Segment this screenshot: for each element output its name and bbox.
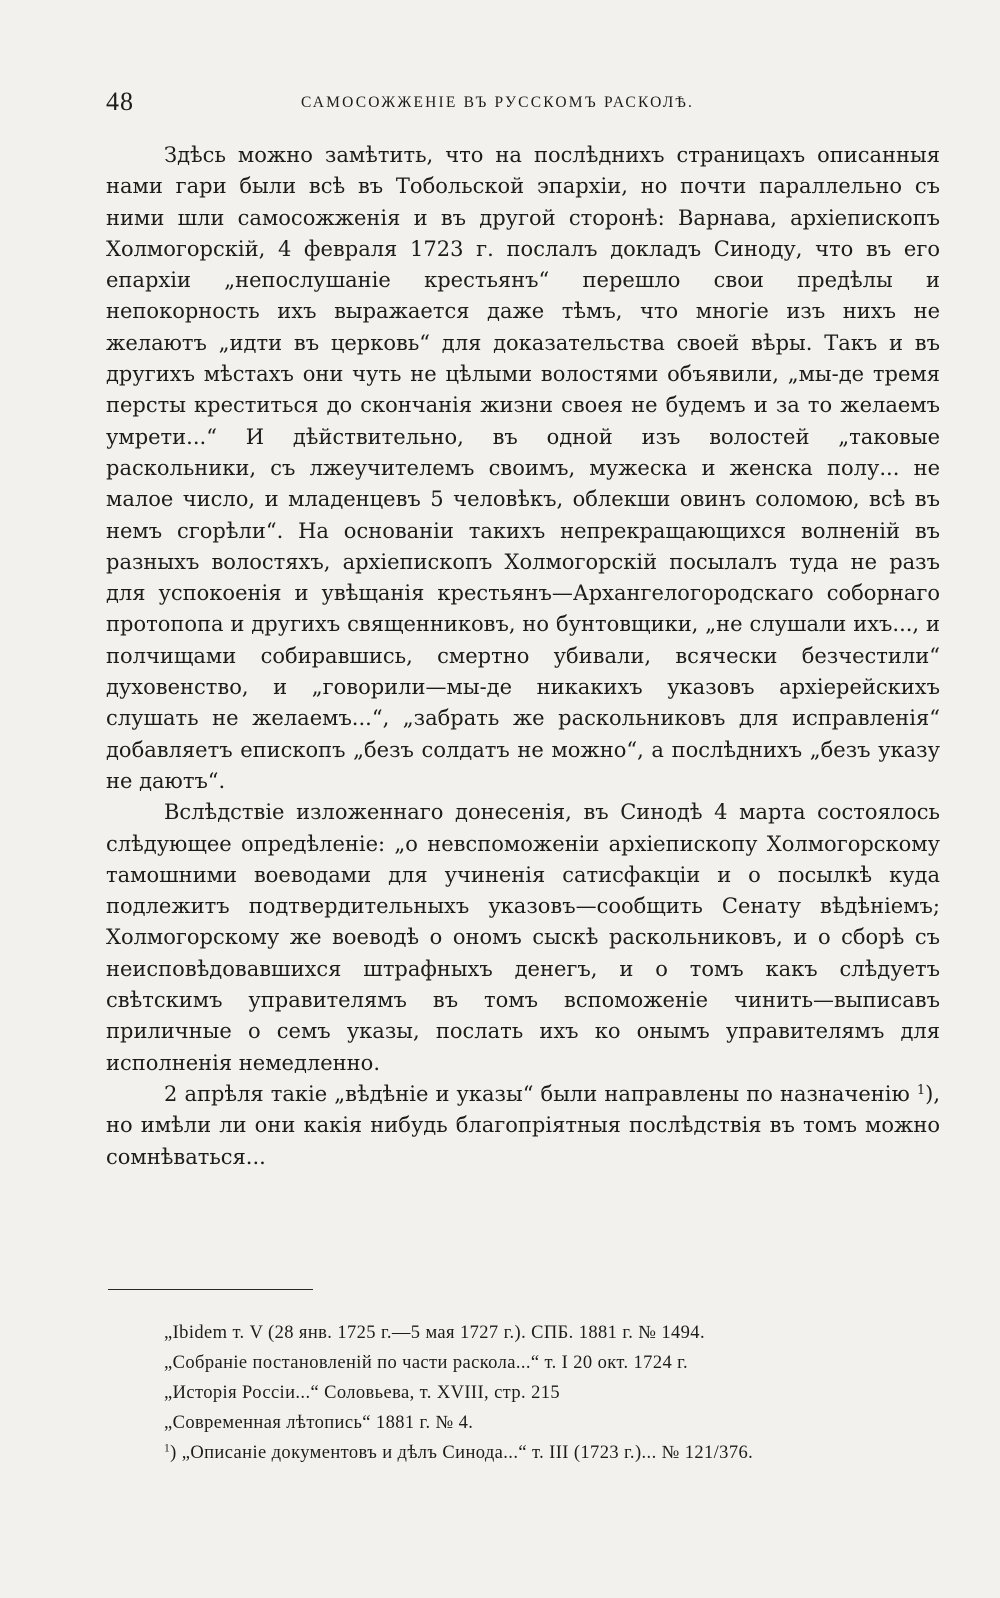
- main-text: [106, 140, 940, 1173]
- page-number: 48: [106, 87, 134, 116]
- paragraph-3-start: 2 апрѣля такіе „вѣдѣніе и указы“ были направлены по назначенію: [164, 1081, 917, 1106]
- paragraph-3: [106, 1079, 940, 1173]
- footnote-item: „Ibidem т. V (28 янв. 1725 г.—5 мая 1727 г.). СПБ. 1881 г. № 1494.: [164, 1323, 705, 1343]
- footnotes: [106, 1318, 940, 1468]
- paragraph-3-end: ), но имѣли ли они какія нибудь благопріятныя послѣдствія въ томъ можно сомнѣваться...: [106, 1081, 940, 1169]
- footnote-numbered: [106, 1438, 940, 1468]
- paragraph-1: Здѣсь можно замѣтить, что на послѣднихъ страницахъ описанныя нами гари были всѣ въ Тобольской эпархіи, но почти параллельно съ ними шли самосожженія и въ другой сторонѣ: Варнава, архіепископъ Холмогорскій, 4 февраля 1723 г. послалъ докладъ Синоду, что въ его епархіи „непослушаніе крестьянъ“ перешло свои предѣлы и непокорность ихъ выражается даже тѣмъ, что многіе изъ нихъ не желаютъ „идти въ церковь“ для доказательства своей вѣры. Такъ и въ другихъ мѣстахъ они чуть не цѣлыми волостями объявили, „мы-де тремя персты креститься до скончанія жизни своея не будемъ и за то желаемъ умрети...“ И дѣйствительно, въ одной изъ волостей „таковые раскольники, съ лжеучителемъ своимъ, мужеска и женска полу... не малое число, и младенцевъ 5 человѣкъ, облекши овинъ соломою, всѣ въ немъ сгорѣли“. На основаніи такихъ непрекращающихся волненій въ разныхъ волостяхъ, архіепископъ Холмогорскій посылалъ туда не разъ для успокоенія и увѣщанія крестьянъ—Архангелогородскаго соборнаго протопопа и другихъ священниковъ, но бунтовщики, „не слушали ихъ..., и полчищами собиравшись, смертно убивали, всячески безчестили“ духовенство, и „говорили—мы-де никакихъ указовъ архіерейскихъ слушать не желаемъ...“, „забрать же раскольниковъ для исправленія“ добавляетъ епископъ „безъ солдатъ не можно“, а послѣднихъ „безъ указу не даютъ“.: [106, 143, 940, 793]
- footnote-item: „Современная лѣтопись“ 1881 г. № 4.: [164, 1413, 474, 1433]
- footnote-item: „Исторія Россіи...“ Соловьева, т. XVIII, стр. 215: [164, 1383, 561, 1403]
- footnote-item: „Собраніе постановленій по части раскола...“ т. I 20 окт. 1724 г.: [164, 1353, 689, 1373]
- footnote-reference: 1: [916, 1082, 926, 1098]
- paragraph-2: Вслѣдствіе изложеннаго донесенія, въ Синодѣ 4 марта состоялось слѣдующее опредѣленіе: „о невспоможеніи архіепископу Холмогорскому тамошними воеводами для учиненія сатисфакціи и о посылкѣ куда подлежитъ подтвердительныхъ указовъ—сообщить Сенату вѣдѣніемъ; Холмогорскому же воеводѣ о ономъ сыскѣ раскольниковъ, и о сборѣ съ неисповѣдовавшихся штрафныхъ денегъ, и о томъ какъ слѣдуетъ свѣтскимъ управителямъ въ томъ вспоможеніе чинить—выписавъ приличные о семъ указы, послать ихъ ко онымъ управителямъ для исполненія немедленно.: [106, 800, 940, 1075]
- footnote-divider: [108, 1289, 313, 1290]
- page-header: [106, 86, 940, 118]
- running-title: САМОСОЖЖЕНІЕ ВЪ РУССКОМЪ РАСКОЛѢ.: [301, 94, 695, 111]
- footnote-numbered-text: ) „Описаніе документовъ и дѣлъ Синода...“ т. III (1723 г.)... № 121/376.: [170, 1443, 754, 1463]
- footnote-marker: 1: [164, 1442, 171, 1455]
